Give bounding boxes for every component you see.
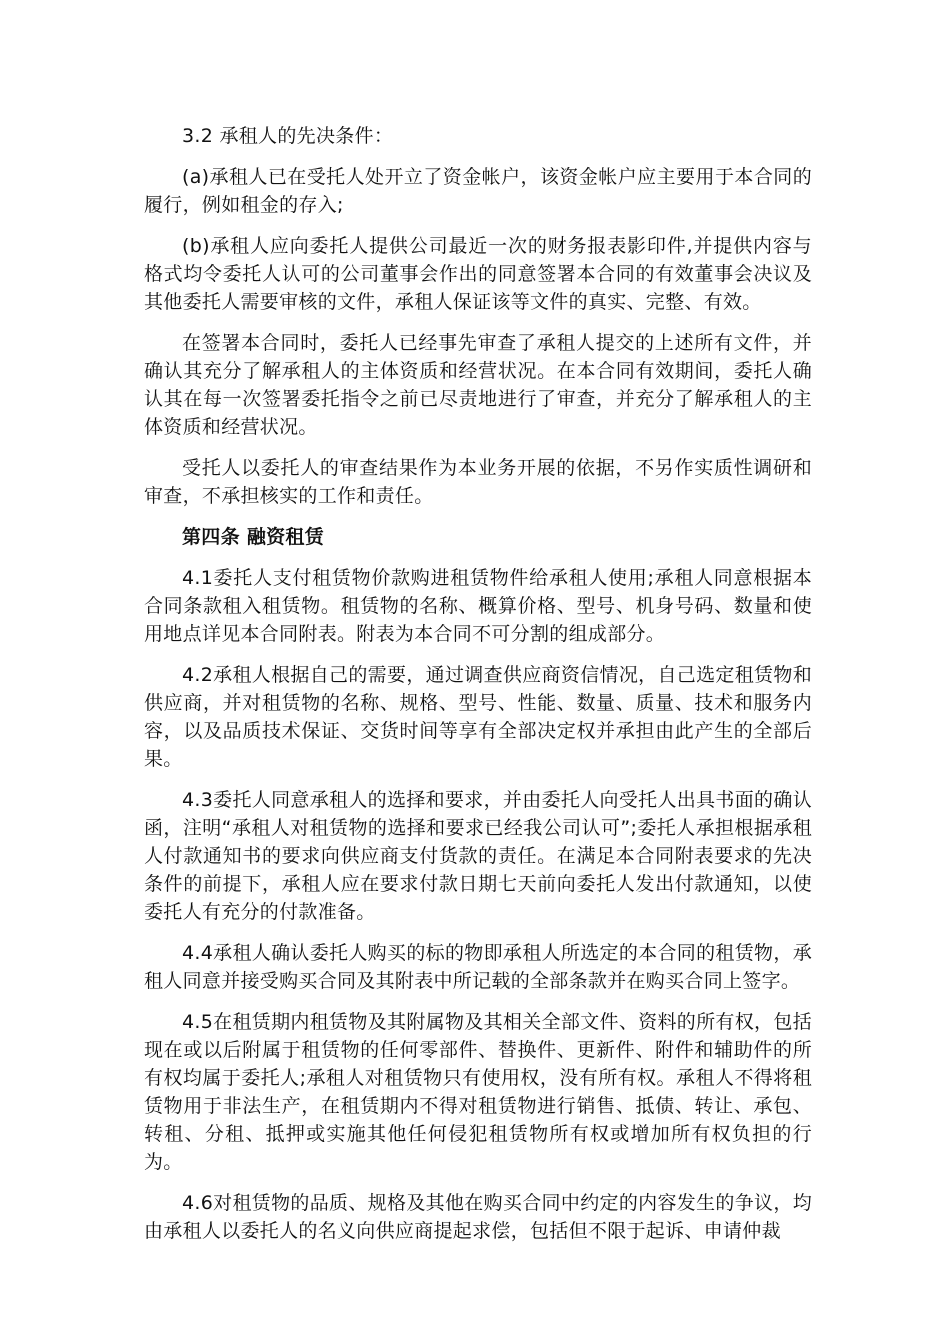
clause-4-3: 4.3委托人同意承租人的选择和要求，并由委托人向受托人出具书面的确认函，注明“承租人对租赁物的选择和要求已经我公司认可”;委托人承担根据承租人付款通知书的要求向供应商支付货款的责任。在满足本合同附表要求的先决条件的前提下，承租人应在要求付款日期七天前向委托人发出付款通知，以使委托人有充分的付款准备。 <box>144 789 812 923</box>
clause-4-6: 4.6对租赁物的品质、规格及其他在购买合同中约定的内容发生的争议，均由承租人以委托人的名义向供应商提起求偿，包括但不限于起诉、申请仲裁 <box>144 1192 812 1242</box>
clause-4-4: 4.4承租人确认委托人购买的标的物即承租人所选定的本合同的租赁物，承租人同意并接受购买合同及其附表中所记载的全部条款并在购买合同上签字。 <box>144 942 812 992</box>
trustee-paragraph: 受托人以委托人的审查结果作为本业务开展的依据，不另作实质性调研和审查，不承担核实的工作和责任。 <box>144 457 812 507</box>
document-body <box>144 122 812 1258</box>
clause-3-2-b: (b)承租人应向委托人提供公司最近一次的财务报表影印件,并提供内容与格式均令委托人认可的公司董事会作出的同意签署本合同的有效董事会决议及其他委托人需要审核的文件，承租人保证该等文件的真实、完整、有效。 <box>144 235 812 313</box>
clause-3-2-a: (a)承租人已在受托人处开立了资金帐户，该资金帐户应主要用于本合同的履行，例如租金的存入; <box>144 166 812 216</box>
article-4-heading: 第四条 融资租赁 <box>182 526 325 548</box>
review-paragraph: 在签署本合同时，委托人已经事先审查了承租人提交的上述所有文件，并确认其充分了解承租人的主体资质和经营状况。在本合同有效期间，委托人确认其在每一次签署委托指令之前已尽责地进行了审查，并充分了解承租人的主体资质和经营状况。 <box>144 332 812 438</box>
clause-4-2: 4.2承租人根据自己的需要，通过调查供应商资信情况，自己选定租赁物和供应商，并对租赁物的名称、规格、型号、性能、数量、质量、技术和服务内容，以及品质技术保证、交货时间等享有全部决定权并承担由此产生的全部后果。 <box>144 664 812 770</box>
clause-4-5: 4.5在租赁期内租赁物及其附属物及其相关全部文件、资料的所有权，包括现在或以后附属于租赁物的任何零部件、替换件、更新件、附件和辅助件的所有权均属于委托人;承租人对租赁物只有使用权，没有所有权。承租人不得将租赁物用于非法生产，在租赁期内不得对租赁物进行销售、抵债、转让、承包、转租、分租、抵押或实施其他任何侵犯租赁物所有权或增加所有权负担的行为。 <box>144 1011 812 1173</box>
clause-4-1: 4.1委托人支付租赁物价款购进租赁物件给承租人使用;承租人同意根据本合同条款租入租赁物。租赁物的名称、概算价格、型号、机身号码、数量和使用地点详见本合同附表。附表为本合同不可分割的组成部分。 <box>144 567 812 645</box>
clause-3-2-title: 3.2 承租人的先决条件： <box>182 125 394 147</box>
